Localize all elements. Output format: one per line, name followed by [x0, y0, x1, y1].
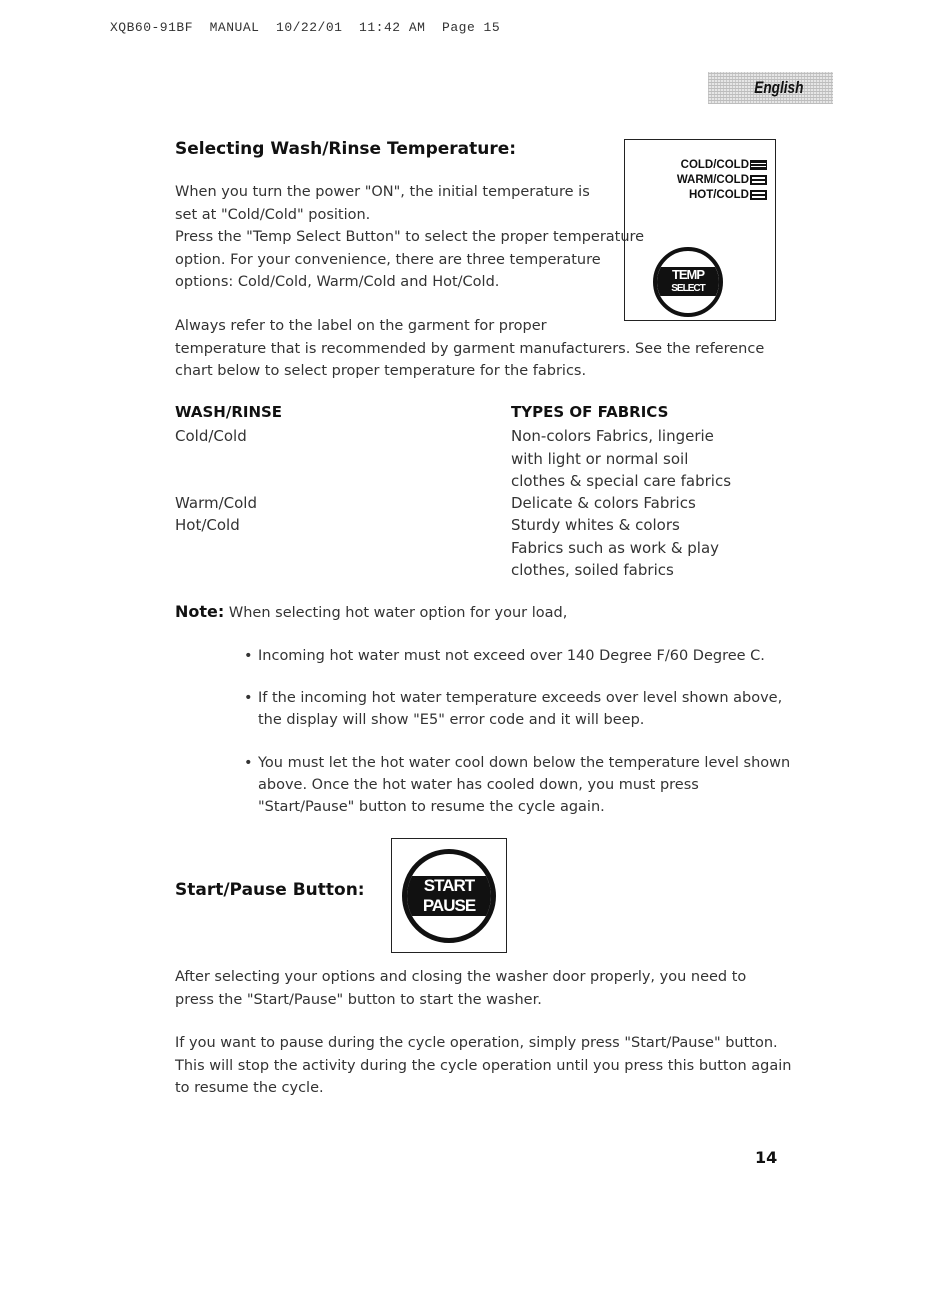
select-button-label: SELECT: [657, 282, 719, 296]
text-line: options: Cold/Cold, Warm/Cold and Hot/Cold.: [175, 274, 500, 290]
text-line: Press the "Temp Select Button" to select the proper temperature: [175, 229, 645, 245]
text-line: If the incoming hot water temperature exceeds over level shown above,: [258, 690, 783, 706]
text-line: chart below to select proper temperature for the fabrics.: [175, 363, 587, 379]
text-line: option. For your convenience, there are three temperature: [175, 251, 601, 268]
text-line: Non-colors Fabrics, lingerie: [511, 427, 714, 445]
fabric-list-warm-cold: [511, 492, 696, 515]
temp-button-label: TEMP: [657, 267, 719, 282]
temp-select-illustration: [624, 139, 776, 321]
text-line: You must let the hot water cool down below the temperature level shown: [258, 755, 791, 771]
text-line: the display will show "E5" error code and it will beep.: [258, 712, 645, 728]
start-pause-button-icon: [402, 849, 496, 943]
note-bullet: [244, 687, 783, 731]
wash-rinse-cold-cold: Cold/Cold: [175, 427, 247, 445]
text-line: to resume the cycle.: [175, 1080, 324, 1096]
temperature-intro-paragraph: [175, 181, 644, 294]
start-pause-illustration: [391, 838, 507, 953]
start-pause-paragraph-1: [175, 966, 746, 1011]
bullet-icon: •: [244, 690, 253, 706]
note-bullet: [244, 645, 765, 667]
page-number: 14: [755, 1148, 778, 1167]
text-line: When you turn the power "ON", the initial temperature is: [175, 184, 590, 200]
pause-button-label: PAUSE: [407, 896, 491, 916]
temp-option-hot-cold: HOT/COLD: [688, 189, 749, 201]
text-line: clothes, soiled fabrics: [511, 561, 674, 579]
bullet-icon: •: [244, 755, 253, 771]
text-line: with light or normal soil: [511, 449, 689, 468]
text-line: Delicate & colors Fabrics: [511, 494, 696, 512]
fabric-list-hot-cold: [511, 514, 719, 582]
language-badge: [708, 72, 833, 104]
temp-option-warm-cold: WARM/COLD: [676, 174, 749, 186]
text-line: press the "Start/Pause" button to start the washer.: [175, 991, 542, 1008]
section-title-temperature: Selecting Wash/Rinse Temperature:: [175, 139, 517, 159]
start-pause-paragraph-2: [175, 1032, 791, 1100]
text-line: Fabrics such as work & play: [511, 538, 720, 557]
section-title-start-pause: Start/Pause Button:: [175, 880, 365, 900]
garment-label-paragraph: [175, 315, 764, 383]
wash-rinse-warm-cold: Warm/Cold: [175, 494, 257, 512]
start-button-label: START: [407, 876, 491, 896]
print-header: XQB60-91BF MANUAL 10/22/01 11:42 AM Page 15: [110, 20, 501, 35]
text-line: This will stop the activity during the cycle operation until you press this button again: [175, 1057, 792, 1074]
note-label: Note:: [175, 602, 225, 621]
text-line: After selecting your options and closing the washer door properly, you need to: [175, 969, 747, 985]
text-line: clothes & special care fabrics: [511, 472, 732, 490]
indicator-unlit-icon: [750, 175, 767, 185]
language-label: English: [753, 78, 803, 97]
text-line: Sturdy whites & colors: [511, 516, 680, 534]
text-line: set at "Cold/Cold" position.: [175, 206, 371, 223]
note-text: When selecting hot water option for your load,: [228, 605, 568, 621]
text-line: temperature that is recommended by garment manufacturers. See the reference: [175, 340, 765, 357]
temp-select-button-icon: [653, 247, 723, 317]
bullet-icon: •: [244, 648, 253, 664]
fabric-list-cold-cold: [511, 425, 731, 493]
temp-option-cold-cold: COLD/COLD: [680, 159, 749, 171]
fabric-types-header: TYPES OF FABRICS: [511, 403, 669, 421]
text-line: above. Once the hot water has cooled down, you must press: [258, 777, 699, 793]
wash-rinse-header: WASH/RINSE: [175, 403, 283, 421]
text-line: Incoming hot water must not exceed over 140 Degree F/60 Degree C.: [258, 648, 765, 664]
wash-rinse-hot-cold: Hot/Cold: [175, 516, 240, 534]
note-bullet: [244, 752, 791, 818]
text-line: If you want to pause during the cycle operation, simply press "Start/Pause" button.: [175, 1035, 778, 1051]
indicator-unlit-icon: [750, 190, 767, 200]
note-line: [175, 601, 567, 625]
indicator-lit-icon: [750, 160, 767, 170]
text-line: "Start/Pause" button to resume the cycle again.: [258, 799, 605, 815]
text-line: Always refer to the label on the garment for proper: [175, 318, 547, 334]
